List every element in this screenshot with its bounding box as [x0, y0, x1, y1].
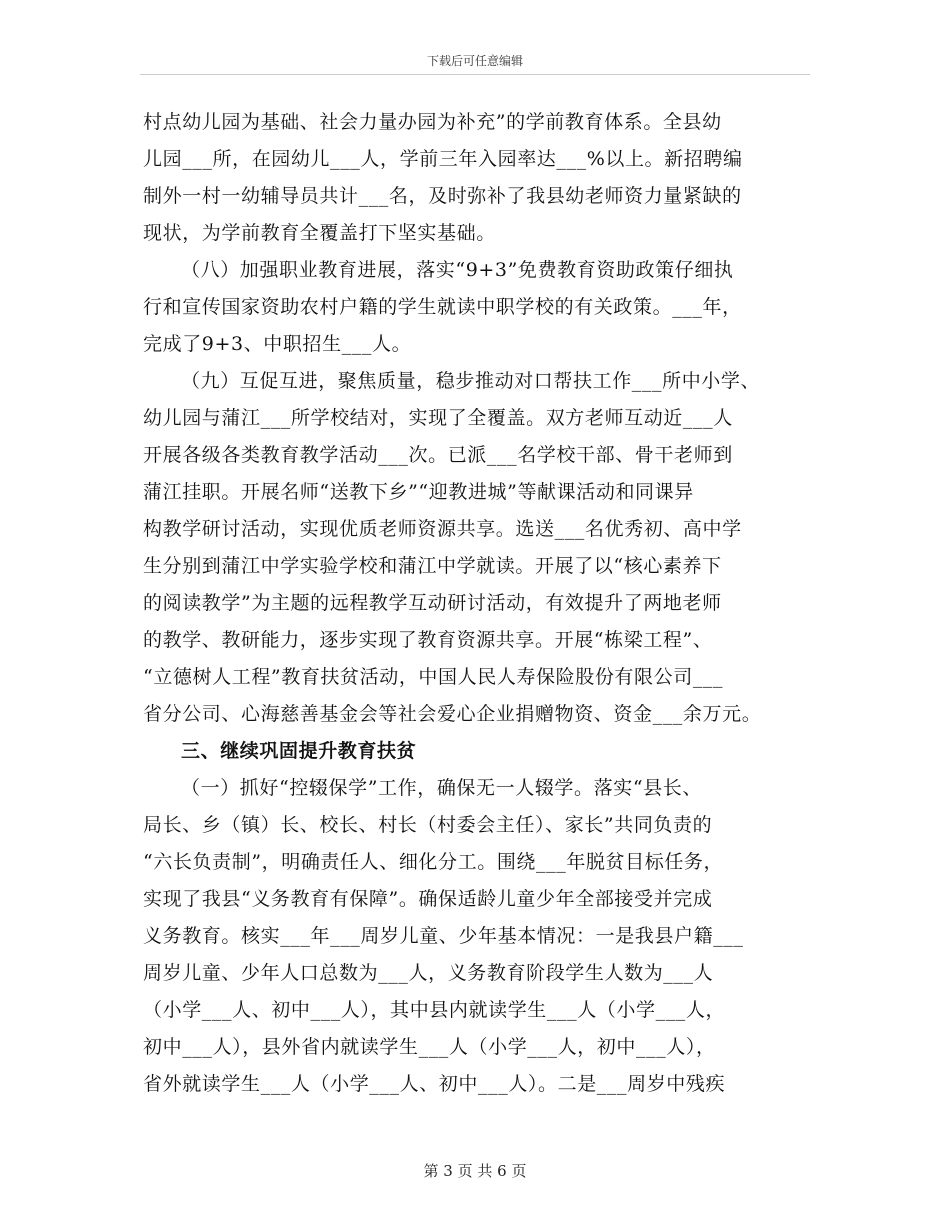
text-line: “六长负责制”，明确责任人、细化分工。围绕___年脱贫目标任务，	[143, 851, 724, 873]
text-line: 局长、乡（镇）长、校长、村长（村委会主任）、家长”共同负责的	[143, 814, 713, 836]
text-line: 实现了我县“义务教育有保障”。确保适龄儿童少年全部接受并完成	[143, 888, 713, 910]
section-heading: 三、继续巩固提升教育扶贫	[181, 740, 417, 762]
text-line: 生分别到蒲江中学实验学校和蒲江中学就读。开展了以“核心素养下	[143, 555, 722, 577]
text-line: 儿园___所，在园幼儿___人，学前三年入园率达___%以上。新招聘编	[143, 148, 743, 170]
text-line: （小学___人、初中___人），其中县内就读学生___人（小学___人，	[143, 999, 726, 1021]
text-line: 构教学研讨活动，实现优质老师资源共享。选送___名优秀初、高中学	[143, 518, 742, 540]
text-line: （一）抓好“控辍保学”工作，确保无一人辍学。落实“县长、	[181, 777, 702, 799]
text-line: 周岁儿童、少年人口总数为___人，义务教育阶段学生人数为___人	[143, 962, 714, 984]
text-line: 完成了9+3、中职招生___人。	[143, 333, 412, 355]
text-line: 制外一村一幼辅导员共计___名，及时弥补了我县幼老师资力量紧缺的	[143, 185, 742, 207]
page-footer: 第 3 页 共 6 页	[423, 1162, 527, 1180]
text-line: 省分公司、心海慈善基金会等社会爱心企业捐赠物资、资金___余万元。	[143, 703, 762, 725]
page-header: 下载后可任意编辑	[426, 54, 523, 68]
text-line: （八）加强职业教育进展，落实“9+3”免费教育资助政策仔细执	[181, 259, 734, 281]
document-body	[143, 104, 815, 1103]
text-line: 省外就读学生___人（小学___人、初中___人）。二是___周岁中残疾	[143, 1073, 726, 1095]
text-line: 行和宣传国家资助农村户籍的学生就读中职学校的有关政策。___年，	[143, 296, 742, 318]
text-line: 幼儿园与蒲江___所学校结对，实现了全覆盖。双方老师互动近___人	[143, 407, 733, 429]
text-line: 的阅读教学”为主题的远程教学互动研讨活动，有效提升了两地老师	[143, 592, 722, 614]
text-line: 蒲江挂职。开展名师“送教下乡”“迎教进城”等献课活动和同课异	[143, 481, 694, 503]
header-divider	[140, 74, 810, 75]
text-line: 义务教育。核实___年___周岁儿童、少年基本情况：一是我县户籍___	[143, 925, 744, 947]
text-line: 的教学、教研能力，逐步实现了教育资源共享。开展“栋梁工程”、	[143, 629, 713, 651]
text-line: 开展各级各类教育教学活动___次。已派___名学校干部、骨干老师到	[143, 444, 733, 466]
text-line: （九）互促互进，聚焦质量，稳步推动对口帮扶工作___所中小学、	[181, 370, 761, 392]
text-line: 村点幼儿园为基础、社会力量办园为补充”的学前教育体系。全县幼	[143, 111, 722, 133]
text-line: “立德树人工程”教育扶贫活动，中国人民人寿保险股份有限公司___	[143, 666, 724, 688]
text-line: 初中___人），县外省内就读学生___人（小学___人，初中___人），	[143, 1036, 716, 1058]
text-line: 现状，为学前教育全覆盖打下坚实基础。	[143, 222, 496, 244]
